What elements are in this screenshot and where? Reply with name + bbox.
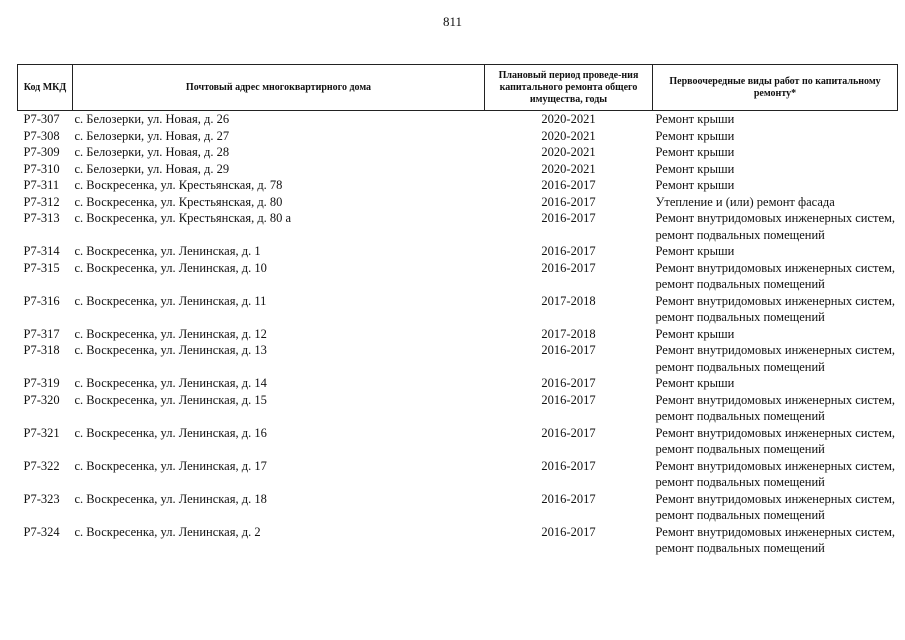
cell-address: с. Воскресенка, ул. Крестьянская, д. 80 bbox=[74, 194, 283, 209]
cell-period: 2016-2017 bbox=[541, 458, 596, 473]
cell-code: Р7-314 bbox=[23, 244, 60, 258]
table-header bbox=[18, 65, 898, 111]
cell-period: 2016-2017 bbox=[541, 178, 596, 192]
work-line: ремонт подвальных помещений bbox=[655, 227, 825, 242]
cell-code: Р7-313 bbox=[23, 211, 60, 225]
table-row bbox=[18, 243, 898, 260]
cell-works bbox=[653, 177, 898, 194]
cell-address: с. Воскресенка, ул. Ленинская, д. 14 bbox=[74, 376, 267, 390]
cell-works bbox=[653, 210, 898, 243]
table-row bbox=[18, 144, 898, 161]
cell-works bbox=[653, 375, 898, 392]
table-row bbox=[18, 260, 898, 293]
work-line: Ремонт внутридомовых инженерных систем, bbox=[655, 211, 896, 225]
work-line: Ремонт внутридомовых инженерных систем, bbox=[655, 524, 896, 539]
work-line: Ремонт крыши bbox=[655, 128, 735, 143]
cell-period: 2020-2021 bbox=[541, 128, 596, 143]
work-line: ремонт подвальных помещений bbox=[655, 277, 825, 291]
cell-address: с. Воскресенка, ул. Крестьянская, д. 78 bbox=[74, 178, 283, 192]
cell-works bbox=[653, 260, 898, 293]
cell-period: 2016-2017 bbox=[541, 425, 596, 440]
cell-code: Р7-320 bbox=[23, 392, 60, 407]
work-line: Ремонт внутридомовых инженерных систем, bbox=[655, 425, 896, 440]
work-line: Ремонт крыши bbox=[655, 376, 735, 390]
cell-code: Р7-321 bbox=[23, 425, 60, 440]
work-line: Утепление и (или) ремонт фасада bbox=[655, 194, 835, 209]
work-line: ремонт подвальных помещений bbox=[655, 409, 825, 423]
cell-works bbox=[653, 128, 898, 145]
header-code: Код МКД bbox=[18, 65, 73, 111]
table-row bbox=[18, 128, 898, 145]
cell-period: 2016-2017 bbox=[541, 260, 596, 275]
table-row bbox=[18, 342, 898, 375]
repair-schedule-table-container bbox=[17, 64, 897, 557]
cell-code: Р7-307 bbox=[23, 112, 60, 126]
cell-address: с. Воскресенка, ул. Ленинская, д. 16 bbox=[74, 425, 267, 440]
work-line: Ремонт внутридомовых инженерных систем, bbox=[655, 392, 896, 407]
cell-address: с. Воскресенка, ул. Ленинская, д. 13 bbox=[74, 343, 267, 357]
cell-code: Р7-322 bbox=[23, 458, 60, 473]
work-line: Ремонт крыши bbox=[655, 161, 735, 176]
cell-works bbox=[653, 458, 898, 491]
cell-address: с. Воскресенка, ул. Ленинская, д. 1 bbox=[74, 244, 261, 258]
cell-works bbox=[653, 243, 898, 260]
cell-code: Р7-323 bbox=[23, 491, 60, 506]
work-line: ремонт подвальных помещений bbox=[655, 359, 825, 374]
table-row bbox=[18, 425, 898, 458]
cell-works bbox=[653, 194, 898, 211]
cell-period: 2016-2017 bbox=[541, 343, 596, 357]
cell-period: 2016-2017 bbox=[541, 524, 596, 539]
cell-works bbox=[653, 111, 898, 128]
cell-code: Р7-309 bbox=[23, 145, 60, 159]
repair-schedule-table bbox=[17, 64, 898, 557]
cell-code: Р7-319 bbox=[23, 376, 60, 390]
work-line: Ремонт крыши bbox=[655, 112, 735, 126]
table-row bbox=[18, 491, 898, 524]
work-line: ремонт подвальных помещений bbox=[655, 541, 825, 555]
cell-period: 2016-2017 bbox=[541, 194, 596, 209]
cell-period: 2017-2018 bbox=[541, 293, 596, 308]
cell-address: с. Белозерки, ул. Новая, д. 28 bbox=[74, 145, 230, 159]
cell-address: с. Воскресенка, ул. Ленинская, д. 2 bbox=[74, 524, 261, 539]
table-row bbox=[18, 458, 898, 491]
table-row bbox=[18, 111, 898, 128]
cell-code: Р7-312 bbox=[23, 194, 60, 209]
cell-address: с. Воскресенка, ул. Ленинская, д. 18 bbox=[74, 491, 267, 506]
page-number: 811 bbox=[442, 14, 463, 29]
cell-works bbox=[653, 425, 898, 458]
work-line: ремонт подвальных помещений bbox=[655, 442, 825, 456]
cell-address: с. Воскресенка, ул. Ленинская, д. 11 bbox=[74, 293, 267, 308]
cell-period: 2017-2018 bbox=[541, 326, 596, 341]
cell-period: 2016-2017 bbox=[541, 244, 596, 258]
work-line: Ремонт внутридомовых инженерных систем, bbox=[655, 293, 896, 308]
work-line: Ремонт крыши bbox=[655, 145, 735, 159]
cell-code: Р7-311 bbox=[23, 178, 60, 192]
cell-period: 2016-2017 bbox=[541, 376, 596, 390]
table-row bbox=[18, 177, 898, 194]
cell-works bbox=[653, 392, 898, 425]
work-line: Ремонт крыши bbox=[655, 244, 735, 258]
work-line: Ремонт крыши bbox=[655, 326, 735, 341]
table-row bbox=[18, 375, 898, 392]
cell-address: с. Воскресенка, ул. Ленинская, д. 15 bbox=[74, 392, 267, 407]
cell-works bbox=[653, 491, 898, 524]
cell-works bbox=[653, 144, 898, 161]
cell-address: с. Белозерки, ул. Новая, д. 26 bbox=[74, 112, 230, 126]
table-row bbox=[18, 210, 898, 243]
cell-code: Р7-310 bbox=[23, 161, 60, 176]
cell-address: с. Воскресенка, ул. Ленинская, д. 10 bbox=[74, 260, 267, 275]
cell-period: 2020-2021 bbox=[541, 161, 596, 176]
cell-code: Р7-316 bbox=[23, 293, 60, 308]
cell-period: 2016-2017 bbox=[541, 211, 596, 225]
cell-works bbox=[653, 342, 898, 375]
cell-address: с. Воскресенка, ул. Ленинская, д. 17 bbox=[74, 458, 267, 473]
work-line: ремонт подвальных помещений bbox=[655, 475, 825, 489]
cell-period: 2020-2021 bbox=[541, 112, 596, 126]
cell-works bbox=[653, 293, 898, 326]
cell-code: Р7-317 bbox=[23, 326, 60, 341]
cell-address: с. Белозерки, ул. Новая, д. 27 bbox=[74, 128, 230, 143]
table-row bbox=[18, 326, 898, 343]
table-row bbox=[18, 524, 898, 557]
cell-works bbox=[653, 326, 898, 343]
cell-code: Р7-318 bbox=[23, 343, 60, 357]
cell-code: Р7-315 bbox=[23, 260, 60, 275]
work-line: ремонт подвальных помещений bbox=[655, 310, 825, 324]
table-body bbox=[18, 111, 898, 557]
table-row bbox=[18, 161, 898, 178]
cell-period: 2016-2017 bbox=[541, 491, 596, 506]
work-line: Ремонт внутридомовых инженерных систем, bbox=[655, 260, 896, 275]
work-line: Ремонт внутридомовых инженерных систем, bbox=[655, 458, 896, 473]
work-line: Ремонт внутридомовых инженерных систем, bbox=[655, 491, 896, 506]
cell-works bbox=[653, 524, 898, 557]
cell-period: 2020-2021 bbox=[541, 145, 596, 159]
table-row bbox=[18, 194, 898, 211]
cell-period: 2016-2017 bbox=[541, 392, 596, 407]
cell-address: с. Воскресенка, ул. Ленинская, д. 12 bbox=[74, 326, 267, 341]
table-row bbox=[18, 293, 898, 326]
header-works: Первоочередные виды работ по капитальному ремонту* bbox=[653, 65, 898, 111]
work-line: ремонт подвальных помещений bbox=[655, 508, 825, 522]
work-line: Ремонт крыши bbox=[655, 178, 735, 192]
work-line: Ремонт внутридомовых инженерных систем, bbox=[655, 343, 896, 357]
header-address: Почтовый адрес многоквартирного дома bbox=[73, 65, 485, 111]
table-row bbox=[18, 392, 898, 425]
cell-address: с. Воскресенка, ул. Крестьянская, д. 80 а bbox=[74, 211, 292, 225]
cell-code: Р7-324 bbox=[23, 524, 60, 539]
cell-code: Р7-308 bbox=[23, 128, 60, 143]
header-period: Плановый период проведе-ния капитального ремонта общего имущества, годы bbox=[485, 65, 653, 111]
cell-works bbox=[653, 161, 898, 178]
cell-address: с. Белозерки, ул. Новая, д. 29 bbox=[74, 161, 230, 176]
